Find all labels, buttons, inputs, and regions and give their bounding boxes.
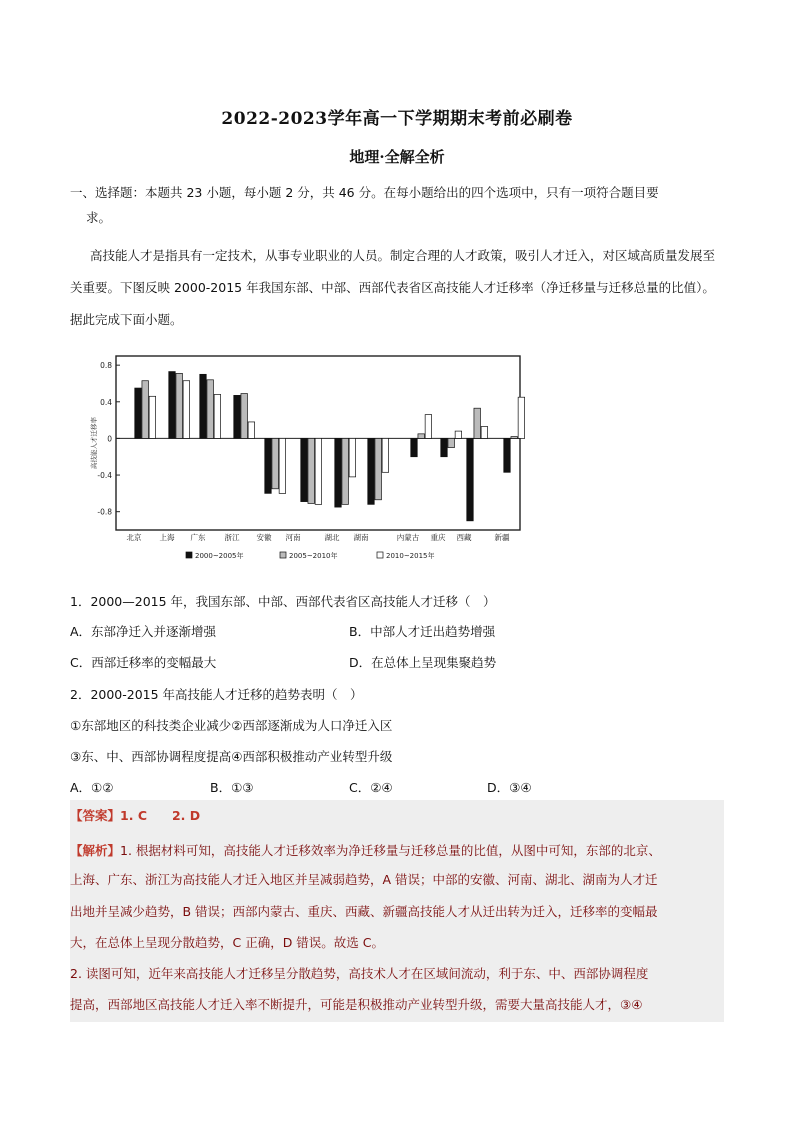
y-tick-label: -0.4 [97,471,112,481]
q2-option-d[interactable]: D．③④ [487,780,532,795]
bar [169,372,176,439]
category-label: 北京 [126,533,142,542]
legend-swatch [377,552,383,558]
bar [474,408,481,438]
bar [441,438,448,456]
bar [301,438,308,501]
bar [375,438,382,499]
bar [504,438,511,472]
question-2-stem: 2．2000-2015 年高技能人才迁移的趋势表明（ ） [70,687,363,702]
category-label: 西藏 [456,533,472,542]
category-label: 浙江 [224,533,240,542]
q2-option-c[interactable]: C．②④ [349,780,393,795]
bar [272,438,279,488]
y-tick-label: 0.8 [100,361,112,371]
page-title: 2022-2023学年高一下学期期末考前必刷卷 [221,109,573,129]
bar [265,438,272,493]
migration-bar-chart [86,352,526,572]
legend-label: 2010~2015年 [386,552,435,560]
bar [382,438,389,472]
category-label: 重庆 [430,533,446,542]
bar [200,374,207,438]
category-label: 内蒙古 [396,533,420,542]
category-label: 湖北 [324,533,340,542]
bar [279,438,286,493]
bar [207,380,214,439]
bar [135,388,142,438]
bar [149,396,156,438]
bar [368,438,375,504]
material-paragraph: 高技能人才是指具有一定技术，从事专业职业的人员。制定合理的人才政策，吸引人才迁入，对区域高质量发展至关重要。下图反映 2000-2015 年我国东部、中部、西部代表省区高技能人才迁移率（净迁移量与迁移总量的比值）。据此完成下面小题。 [70,248,716,327]
legend-label: 2005~2010年 [289,552,338,560]
analysis-line-1 [70,837,724,865]
q2-option-a[interactable]: A．①② [70,780,114,795]
category-label: 上海 [159,533,175,542]
category-label: 河南 [285,533,301,542]
section-instruction [70,180,726,230]
analysis-text-1: 1. 根据材料可知，高技能人才迁移效率为净迁移量与迁移总量的比值，从图中可知，东部的北京、 [120,843,661,858]
bar [511,437,518,439]
category-label: 广东 [190,533,206,542]
category-label: 安徽 [256,533,272,542]
q1-option-b[interactable]: B．中部人才迁出趋势增强 [349,624,496,639]
bar [448,438,455,447]
y-tick-label: -0.8 [97,507,112,517]
y-axis-label: 高技能人才迁移率 [90,417,98,469]
answer-line [70,802,724,830]
bar [142,381,149,439]
analysis-line-6: 提高，西部地区高技能人才迁入率不断提升，可能是积极推动产业转型升级，需要大量高技能人才，③④ [70,997,643,1012]
section-line-2: 求。 [86,210,112,225]
bar [176,373,183,438]
chart-svg [86,352,526,572]
bar [234,395,241,438]
bar [481,427,488,439]
q2-option-b[interactable]: B．①③ [210,780,254,795]
bar [241,394,248,439]
answer-tag: 【答案】 [70,808,121,823]
question-1-stem: 1．2000—2015 年，我国东部、中部、西部代表省区高技能人才迁移（ ） [70,594,496,609]
page-subtitle: 地理·全解全析 [349,148,445,166]
legend-swatch [186,552,192,558]
answer-text: 1. C 2. D [120,808,201,823]
analysis-line-2: 上海、广东、浙江为高技能人才迁入地区并呈减弱趋势，A 错误；中部的安徽、河南、湖北、湖南为人才迁 [70,872,658,887]
bar [467,438,474,520]
bar [425,415,432,439]
q1-option-d[interactable]: D．在总体上呈现集聚趋势 [349,655,497,670]
analysis-line-4: 大，在总体上呈现分散趋势，C 正确，D 错误。故选 C。 [70,935,385,950]
category-label: 新疆 [494,533,510,542]
q2-item-line-1: ①东部地区的科技类企业减少②西部逐渐成为人口净迁入区 [70,718,393,733]
q1-option-a[interactable]: A．东部净迁入并逐渐增强 [70,624,217,639]
bar [518,397,525,438]
bar [455,431,462,438]
bar [411,438,418,456]
bar [342,438,349,504]
y-tick-label: 0 [107,434,112,444]
bar [335,438,342,507]
bar [308,438,315,503]
bar [315,438,322,504]
analysis-line-5: 2. 读图可知，近年来高技能人才迁移呈分散趋势，高技术人才在区域间流动，利于东、中、西部协调程度 [70,966,649,981]
legend-label: 2000~2005年 [195,552,244,560]
q2-item-line-2: ③东、中、西部协调程度提高④西部积极推动产业转型升级 [70,749,393,764]
legend-swatch [280,552,286,558]
q1-option-c[interactable]: C．西部迁移率的变幅最大 [70,655,217,670]
bar [418,434,425,439]
analysis-line-3: 出地并呈减少趋势，B 错误；西部内蒙古、重庆、西藏、新疆高技能人才从迁出转为迁入，迁移率的变幅最 [70,904,658,919]
bar [248,422,255,438]
bar [214,394,221,438]
bar [349,438,356,476]
section-line-1: 一、选择题：本题共 23 小题，每小题 2 分，共 46 分。在每小题给出的四个选项中，只有一项符合题目要 [70,185,659,200]
category-label: 湖南 [353,533,369,542]
analysis-tag: 【解析】 [70,843,121,858]
y-tick-label: 0.4 [100,397,112,407]
bar [183,381,190,439]
